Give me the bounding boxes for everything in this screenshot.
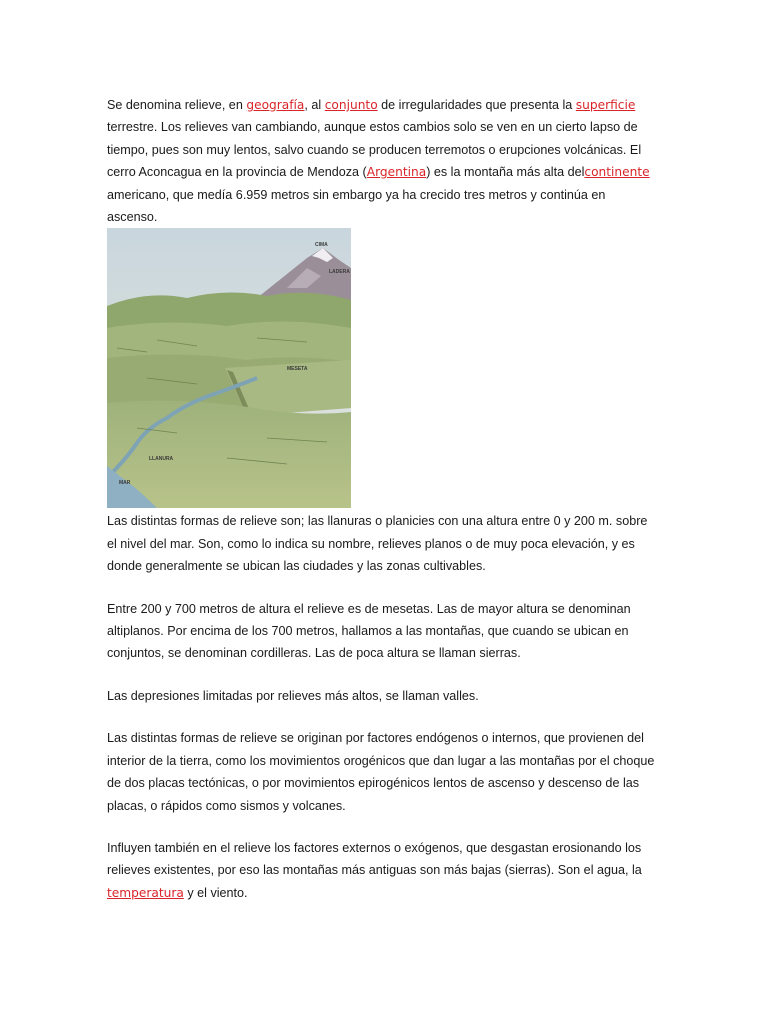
document-body: [107, 94, 659, 904]
link-argentina[interactable]: Argentina: [366, 165, 427, 180]
link-continente[interactable]: continente: [584, 165, 650, 180]
label-llanura: LLANURA: [149, 456, 174, 463]
paragraph-forms: [107, 510, 659, 577]
paragraph-text: ) es la montaña más alta del: [426, 165, 585, 180]
paragraph-text: y el viento.: [183, 885, 248, 900]
paragraph-exogenos: [107, 837, 659, 904]
paragraph-text: Las depresiones limitadas por relieves más altos, se llaman valles.: [107, 688, 479, 703]
paragraph-text: americano, que medía 6.959 metros sin embargo ya ha crecido tres metros y continúa en ascenso.: [107, 187, 606, 225]
paragraph-text: Se denomina relieve, en: [107, 98, 247, 112]
paragraph-mesetas: [107, 598, 659, 665]
paragraph-text: terrestre. Los relieves van cambiando, aunque estos cambios solo se ven en un cierto lapso de tiempo, pues son muy lentos, salvo cuando se producen terremotos o erupciones volcánicas. El cerro Aconcagua en la provincia de Mendoza (: [107, 120, 642, 180]
paragraph-text: Las distintas formas de relieve se originan por factores endógenos o internos, que provienen del interior de la tierra, como los movimientos orogénicos que dan lugar a las montañas por el choque de dos placas tectónicas, o por movimientos epirogénicos lentos de ascenso y descenso de las placas, o rápidos como sismos y volcanes.: [107, 731, 655, 813]
link-temperatura[interactable]: temperatura: [107, 885, 184, 900]
relief-landscape-image: [107, 228, 351, 508]
link-conjunto[interactable]: conjunto: [324, 98, 378, 112]
relief-illustration: [107, 228, 351, 508]
paragraph-text: , al: [304, 98, 325, 112]
paragraph-text: Las distintas formas de relieve son; las llanuras o planicies con una altura entre 0 y 200 m. sobre el nivel del mar. Son, como lo indica su nombre, relieves planos o de muy poca elevación, y es donde generalmente se ubican las ciudades y las zonas cultivables.: [107, 514, 648, 574]
paragraph-valles: [107, 685, 659, 707]
link-geografia[interactable]: geografía: [246, 98, 305, 112]
paragraph-text: Influyen también en el relieve los factores externos o exógenos, que desgastan erosionando los relieves existentes, por eso las montañas más antiguas son más bajas (sierras). Son el agua, la: [107, 840, 642, 878]
label-cima: CIMA: [315, 242, 328, 249]
paragraph-text: Entre 200 y 700 metros de altura el relieve es de mesetas. Las de mayor altura se denominan altiplanos. Por encima de los 700 metros, hallamos a las montañas, que cuando se ubican en conjuntos, se denominan cordilleras. Las de poca altura se llaman sierras.: [107, 601, 631, 661]
label-meseta: MESETA: [287, 366, 308, 373]
label-mar: MAR: [119, 480, 131, 487]
label-ladera: LADERA: [329, 269, 350, 276]
paragraph-intro: [107, 94, 659, 228]
paragraph-text: de irregularidades que presenta la: [377, 98, 576, 112]
link-superficie[interactable]: superficie: [575, 98, 636, 112]
paragraph-endogenos: [107, 727, 659, 817]
